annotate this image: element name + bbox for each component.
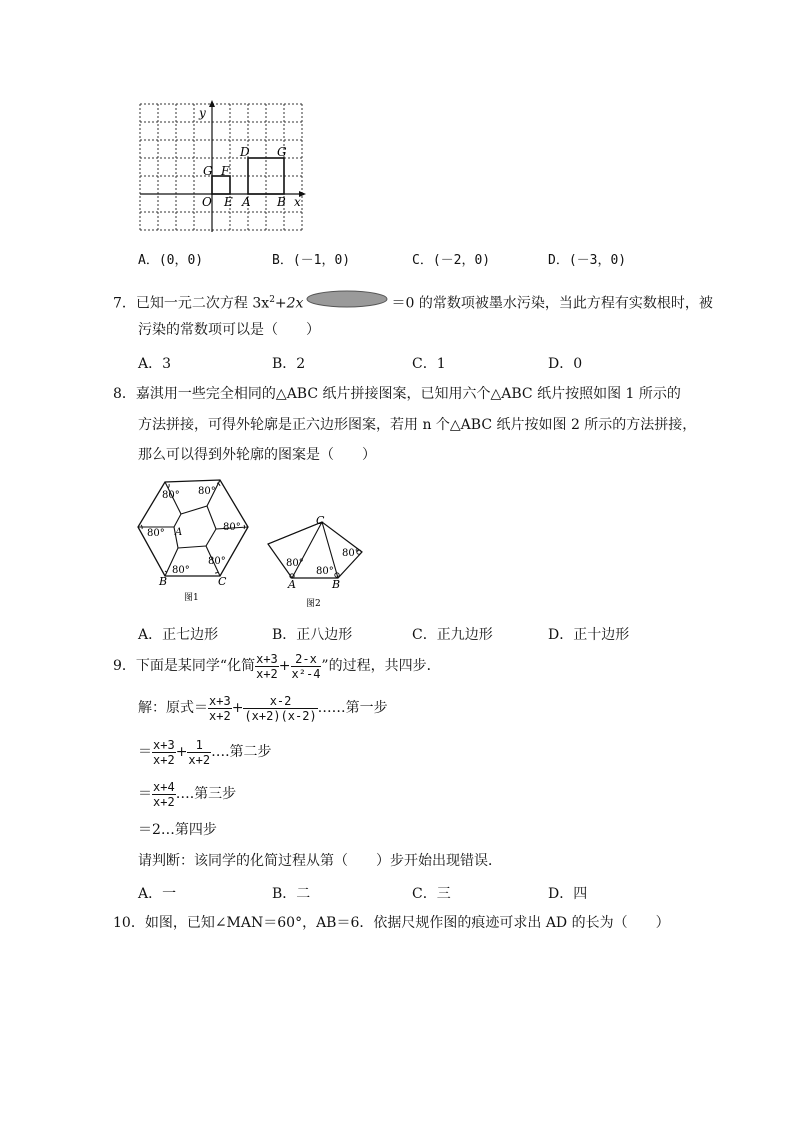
q9-step1-frac1-den: x+2 (209, 708, 231, 723)
q8-option-b[interactable]: B．正八边形 (272, 627, 353, 643)
q9-step2 (138, 734, 272, 770)
fig1-angle-1: 80° (162, 490, 180, 501)
q9-option-d[interactable]: D．四 (548, 886, 588, 902)
q6-option-a[interactable]: A．(0，0) (138, 253, 204, 268)
q9-option-c[interactable]: C．三 (412, 886, 451, 902)
fig1-label-a: A (175, 527, 183, 538)
q9-step2-plus: + (175, 744, 188, 760)
fig2-angle-1: 80° (286, 558, 304, 569)
q9-plus: + (278, 658, 291, 674)
q7-text-mid: +2x (274, 295, 304, 312)
q8-line3: 那么可以得到外轮廓的图案是（ ） (138, 447, 376, 463)
label-d: D (240, 145, 250, 159)
q8-option-d[interactable]: D．正十边形 (548, 627, 630, 643)
q6-option-c[interactable]: C．(－2，0) (412, 253, 491, 268)
q9-step1-frac1-num: x+3 (209, 693, 231, 708)
q9-step1-suffix: ……第一步 (317, 700, 388, 716)
q9-step2-frac2 (187, 738, 211, 767)
q9-frac2 (291, 652, 322, 681)
q9-step3 (138, 776, 236, 812)
q10-number: 10． (113, 915, 145, 931)
label-a: A (242, 195, 251, 209)
figure-2 (264, 510, 374, 610)
label-o: O (202, 195, 212, 209)
q9-step2-frac1-den: x+2 (153, 752, 175, 767)
q9-step2-prefix: ＝ (138, 744, 152, 760)
q9-step1-frac2-den: (x+2)(x-2) (244, 708, 317, 723)
q7-line2: 污染的常数项可以是（ ） (138, 322, 320, 338)
q9-option-b[interactable]: B．二 (272, 886, 311, 902)
label-f: F (221, 164, 230, 178)
q8-number: 8． (113, 386, 136, 402)
q9-intro (113, 648, 441, 684)
fig2-angle-3: 80° (342, 548, 360, 559)
fig1-angle-2: 80° (198, 486, 216, 497)
q9-step1-prefix: 解：原式＝ (138, 700, 208, 716)
q9-intro-after: ”的过程，共四步． (321, 658, 441, 674)
fig1-angle-4: 80° (208, 556, 226, 567)
q8-option-c[interactable]: C．正九边形 (412, 627, 493, 643)
label-b: B (277, 195, 286, 209)
q9-frac1-den: x+2 (256, 666, 278, 681)
label-y: y (199, 106, 206, 120)
fig1-caption: 图1 (184, 593, 199, 603)
q9-step1-plus: + (231, 700, 244, 716)
q9-step1-frac2-num: x-2 (243, 694, 317, 709)
q9-step3-frac-den: x+2 (153, 794, 175, 809)
q9-intro-before: 下面是某同学“化简 (135, 658, 256, 674)
q9-frac1 (255, 652, 279, 681)
q7-number: 7． (113, 295, 136, 312)
q7-sup: 2 (269, 295, 275, 305)
q9-frac2-den: x²-4 (291, 666, 321, 681)
q6-option-b[interactable]: B．(－1，0) (272, 253, 351, 268)
q9-step2-frac1-num: x+3 (153, 737, 175, 752)
fig2-angle-2: 80° (316, 566, 334, 577)
q9-step2-frac2-num: 1 (187, 738, 211, 753)
fig2-caption: 图2 (306, 599, 321, 609)
q9-step3-frac (152, 780, 176, 809)
q7-option-d[interactable]: D．0 (548, 356, 583, 372)
figure-1-hexagon (134, 472, 260, 604)
q9-step2-suffix: ….第二步 (211, 744, 272, 760)
label-g-big: G (277, 145, 287, 159)
q9-step3-prefix: ＝ (138, 786, 152, 802)
q9-step2-frac2-den: x+2 (188, 752, 211, 767)
fig1-angle-5: 80° (172, 565, 190, 576)
q6-option-d[interactable]: D．(－3，0) (548, 253, 627, 268)
label-x: x (294, 195, 301, 209)
q9-step3-suffix: ….第三步 (175, 786, 237, 802)
fig1-angle-3: 80° (223, 522, 241, 533)
q9-judge: 请判断：该同学的化简过程从第（ ）步开始出现错误． (138, 853, 502, 869)
q10-line (113, 913, 670, 933)
ink-blot (303, 298, 391, 314)
q9-step2-frac1 (152, 738, 176, 767)
q7-text-after: ＝0 的常数项被墨水污染，当此方程有实数根时，被 (391, 295, 713, 312)
q7-line1 (113, 290, 713, 314)
q9-step4: ＝2…第四步 (138, 822, 217, 838)
q7-option-b[interactable]: B．2 (272, 356, 306, 372)
q7-option-c[interactable]: C．1 (412, 356, 446, 372)
q9-option-a[interactable]: A．一 (138, 886, 177, 902)
q8-option-a[interactable]: A．正七边形 (138, 627, 219, 643)
q7-text-before: 已知一元二次方程 3x (135, 295, 270, 312)
q9-frac2-num: 2-x (291, 652, 322, 667)
q9-step3-frac-num: x+4 (153, 779, 175, 794)
q8-line2: 方法拼接，可得外轮廓是正六边形图案，若用 n 个△ABC 纸片按如图 2 所示的方法拼接， (138, 417, 697, 433)
label-g-small: G (203, 164, 213, 178)
fig2-label-a: A (288, 578, 296, 591)
q9-number: 9． (113, 658, 136, 674)
fig1-angle-6: 80° (147, 528, 165, 539)
q9-step1-frac1 (208, 694, 232, 723)
q9-step1 (138, 690, 388, 726)
q9-frac1-num: x+3 (256, 651, 278, 666)
fig1-label-c: C (218, 575, 227, 588)
q10-text: 如图，已知∠MAN＝60°，AB＝6．依据尺规作图的痕迹可求出 AD 的长为（ ） (144, 915, 670, 931)
fig2-label-c: C (316, 514, 325, 527)
q9-step1-frac2 (243, 694, 317, 723)
q7-option-a[interactable]: A．3 (138, 356, 172, 372)
fig1-label-b: B (159, 575, 168, 588)
q8-text1: 嘉淇用一些完全相同的△ABC 纸片拼接图案，已知用六个△ABC 纸片按照如图 1 所示的 (135, 386, 681, 402)
fig2-label-b: B (332, 578, 341, 591)
q8-line1 (113, 384, 681, 404)
label-e: E (224, 195, 233, 209)
coordinate-grid-figure (136, 98, 308, 234)
